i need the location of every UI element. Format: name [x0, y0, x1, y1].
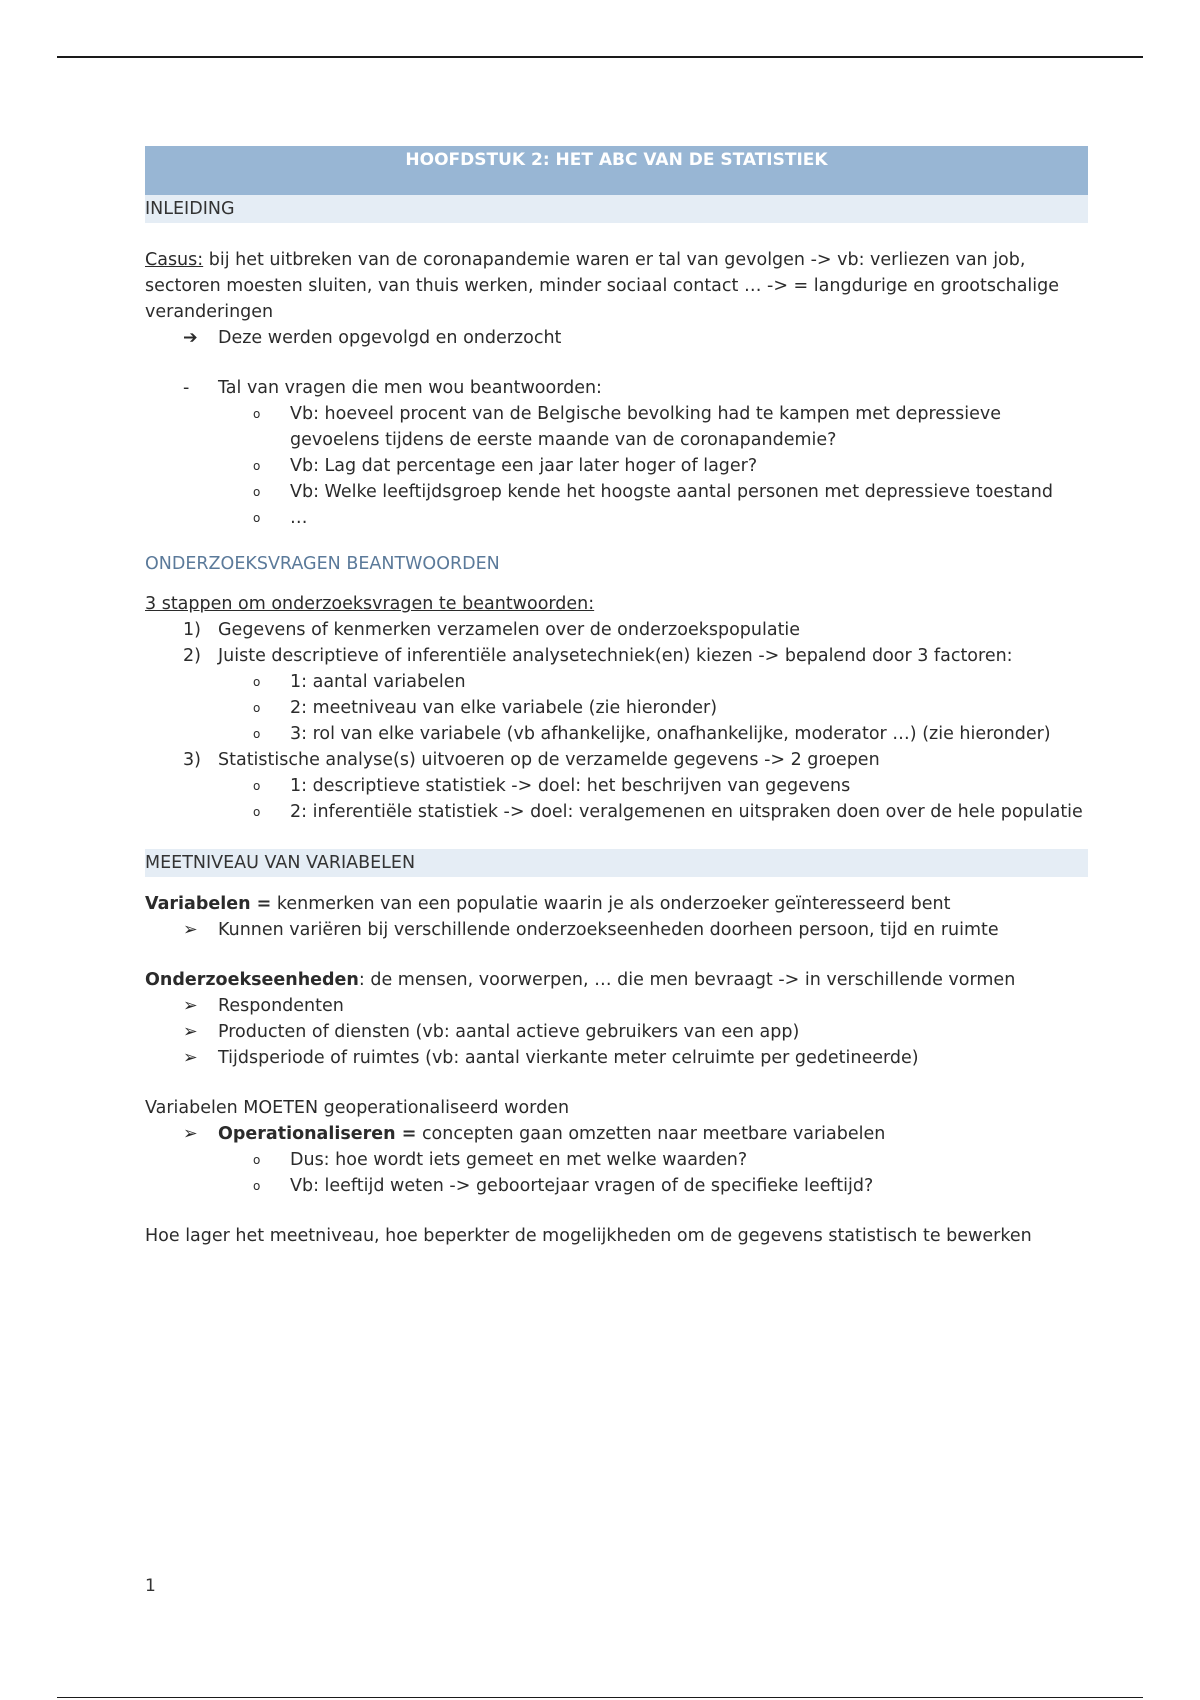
bottom-rule: [57, 1697, 1143, 1698]
variabelen-definition: Variabelen = kenmerken van een populatie waarin je als onderzoeker geïnteresseerd bent: [145, 894, 951, 914]
list-item: o Vb: hoeveel procent van de Belgische bevolking had te kampen met depressieve gevoelens tijdens de eerste maande van de coronapandemie?: [145, 401, 1088, 453]
casus-text: bij het uitbreken van de coronapandemie waren er tal van gevolgen -> vb: verliezen van job, sectoren moesten sluiten, van thuis werken, minder sociaal contact … -> = langdurige en grootschalige veranderingen: [145, 250, 1060, 322]
casus-paragraph: [145, 247, 1088, 325]
list-item: 1) Gegevens of kenmerken verzamelen over de onderzoekspopulatie: [183, 620, 801, 640]
circle-bullet-icon: o: [253, 675, 261, 689]
list-item: o 1: descriptieve statistiek -> doel: het beschrijven van gegevens: [145, 773, 1088, 799]
casus-label: Casus:: [145, 250, 204, 270]
list-item: ➢ Tijdsperiode of ruimtes (vb: aantal vierkante meter celruimte per gedetineerde): [145, 1045, 1088, 1071]
list-item: 2) Juiste descriptieve of inferentiële analysetechniek(en) kiezen -> bepalend door 3 factoren:: [183, 646, 1013, 666]
heading-inleiding: INLEIDING: [145, 195, 1088, 223]
chevron-right-icon: ➢: [183, 996, 198, 1016]
circle-bullet-icon: o: [253, 1153, 261, 1167]
onderzoekseenheden-definition: Onderzoekseenheden: de mensen, voorwerpen, … die men bevraagt -> in verschillende vormen: [145, 970, 1016, 990]
list-item: - Tal van vragen die men wou beantwoorden:: [145, 375, 1088, 401]
circle-bullet-icon: o: [253, 407, 261, 421]
steps-intro: 3 stappen om onderzoeksvragen te beantwoorden:: [145, 594, 595, 614]
top-rule: [57, 56, 1143, 58]
circle-bullet-icon: o: [253, 805, 261, 819]
circle-bullet-icon: o: [253, 727, 261, 741]
conclusion-paragraph: Hoe lager het meetniveau, hoe beperkter de mogelijkheden om de gegevens statistisch te bewerken: [145, 1226, 1032, 1246]
list-item: o Vb: leeftijd weten -> geboortejaar vragen of de specifieke leeftijd?: [145, 1173, 1088, 1199]
dash-icon: -: [183, 378, 190, 398]
chevron-right-icon: ➢: [183, 1048, 198, 1068]
document-body: [145, 146, 1088, 1249]
heading-meetniveau: MEETNIVEAU VAN VARIABELEN: [145, 849, 1088, 877]
circle-bullet-icon: o: [253, 701, 261, 715]
arrow-icon: ➔: [183, 328, 198, 348]
list-item: o 2: meetniveau van elke variabele (zie hieronder): [145, 695, 1088, 721]
list-item: ➔ Deze werden opgevolgd en onderzocht: [145, 325, 1088, 351]
chevron-right-icon: ➢: [183, 920, 198, 940]
circle-bullet-icon: o: [253, 511, 261, 525]
heading-onderzoeksvragen: ONDERZOEKSVRAGEN BEANTWOORDEN: [145, 554, 500, 574]
chevron-right-icon: ➢: [183, 1124, 198, 1144]
list-item: ➢ Operationaliseren = concepten gaan omzetten naar meetbare variabelen: [145, 1121, 1088, 1147]
list-item: o 3: rol van elke variabele (vb afhankelijke, onafhankelijke, moderator …) (zie hieronder): [145, 721, 1088, 747]
list-item: o Vb: Lag dat percentage een jaar later hoger of lager?: [145, 453, 1088, 479]
list-item: ➢ Respondenten: [145, 993, 1088, 1019]
list-item: o 2: inferentiële statistiek -> doel: veralgemenen en uitspraken doen over de hele populatie: [145, 799, 1088, 825]
circle-bullet-icon: o: [253, 779, 261, 793]
list-item: ➢ Producten of diensten (vb: aantal actieve gebruikers van een app): [145, 1019, 1088, 1045]
page-number: 1: [145, 1576, 156, 1596]
chevron-right-icon: ➢: [183, 1022, 198, 1042]
list-item: 3) Statistische analyse(s) uitvoeren op de verzamelde gegevens -> 2 groepen: [183, 750, 880, 770]
list-item: o Dus: hoe wordt iets gemeet en met welke waarden?: [145, 1147, 1088, 1173]
circle-bullet-icon: o: [253, 459, 261, 473]
list-item: ➢ Kunnen variëren bij verschillende onderzoekseenheden doorheen persoon, tijd en ruimte: [145, 917, 1088, 943]
circle-bullet-icon: o: [253, 485, 261, 499]
circle-bullet-icon: o: [253, 1179, 261, 1193]
operationaliseren-intro: Variabelen MOETEN geoperationaliseerd worden: [145, 1098, 570, 1118]
list-item: o 1: aantal variabelen: [145, 669, 1088, 695]
chapter-title: HOOFDSTUK 2: HET ABC VAN DE STATISTIEK: [145, 146, 1088, 195]
list-item: o Vb: Welke leeftijdsgroep kende het hoogste aantal personen met depressieve toestand: [145, 479, 1088, 505]
list-item: o …: [145, 505, 1088, 531]
